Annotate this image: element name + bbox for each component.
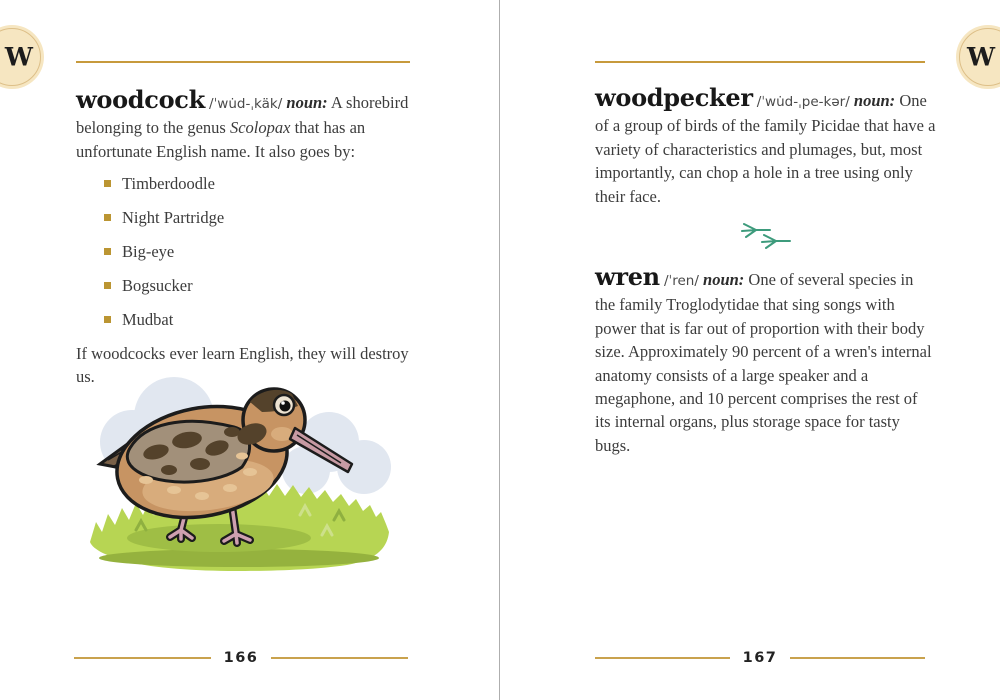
part-of-speech: noun: <box>853 91 896 110</box>
woodcock-illustration <box>84 372 392 572</box>
footer-rule <box>595 657 730 659</box>
headword-wren: wren <box>595 262 660 292</box>
bird-tracks-icon <box>734 221 798 253</box>
gold-rule-left <box>76 61 410 63</box>
page-gutter-divider <box>499 0 500 700</box>
closing-remark: If woodcocks ever learn English, they will destroy us. <box>76 343 409 387</box>
corner-letter-badge-right <box>956 25 1000 89</box>
woodcock-alias-list <box>104 172 418 331</box>
pronunciation: /ˈwu̇d-ˌpe-kər/ <box>756 94 850 110</box>
headword-woodcock: woodcock <box>76 85 205 114</box>
headword-woodpecker: woodpecker <box>595 83 753 112</box>
definition-text: A shorebird belonging to the genus <box>76 93 409 138</box>
entry-woodcock <box>76 85 418 163</box>
woodcock-cartoon-svg <box>84 372 392 572</box>
pronunciation: /ˈwu̇d-ˌkäk/ <box>209 96 283 112</box>
part-of-speech: noun: <box>286 93 328 112</box>
entry-woodpecker <box>595 83 937 208</box>
left-page-column <box>76 85 418 389</box>
list-item: Mudbat <box>104 308 418 331</box>
part-of-speech: noun: <box>703 270 745 290</box>
list-item: Night Partridge <box>104 206 418 229</box>
left-page-footer <box>74 650 408 666</box>
page-number-right: 167 <box>742 650 778 666</box>
entry-wren <box>595 262 937 457</box>
section-letter: W <box>967 42 996 72</box>
footer-rule <box>74 657 211 659</box>
footer-rule <box>271 657 408 659</box>
right-page-footer <box>595 650 925 666</box>
genus-name: Scolopax <box>229 118 291 138</box>
section-divider <box>595 221 937 253</box>
right-page-column <box>595 83 937 457</box>
section-letter: W <box>4 42 33 72</box>
definition-text: One of a group of birds of the family Picidae that have a variety of characteristics and plumages, but, most importantly, can chop a hole in a tree using only their face. <box>595 91 936 206</box>
page-number-left: 166 <box>223 650 259 666</box>
corner-letter-badge-left <box>0 25 44 89</box>
list-item: Bogsucker <box>104 274 418 297</box>
list-item: Big-eye <box>104 240 418 263</box>
footer-rule <box>790 657 925 659</box>
pronunciation: /ˈren/ <box>663 273 699 290</box>
definition-text: One of several species in the family Troglodytidae that sing songs with power that is far out of proportion with their body size. Approximately 90 percent of a wren's internal anatomy consists of a large speaker and a megaphone, and 10 percent comprises the rest of its internal organs, plus storage space for tasty bugs. <box>595 270 932 455</box>
definition-text: that has an unfortunate English name. It also goes by: <box>76 118 366 161</box>
gold-rule-right <box>595 61 925 63</box>
list-item: Timberdoodle <box>104 172 418 195</box>
